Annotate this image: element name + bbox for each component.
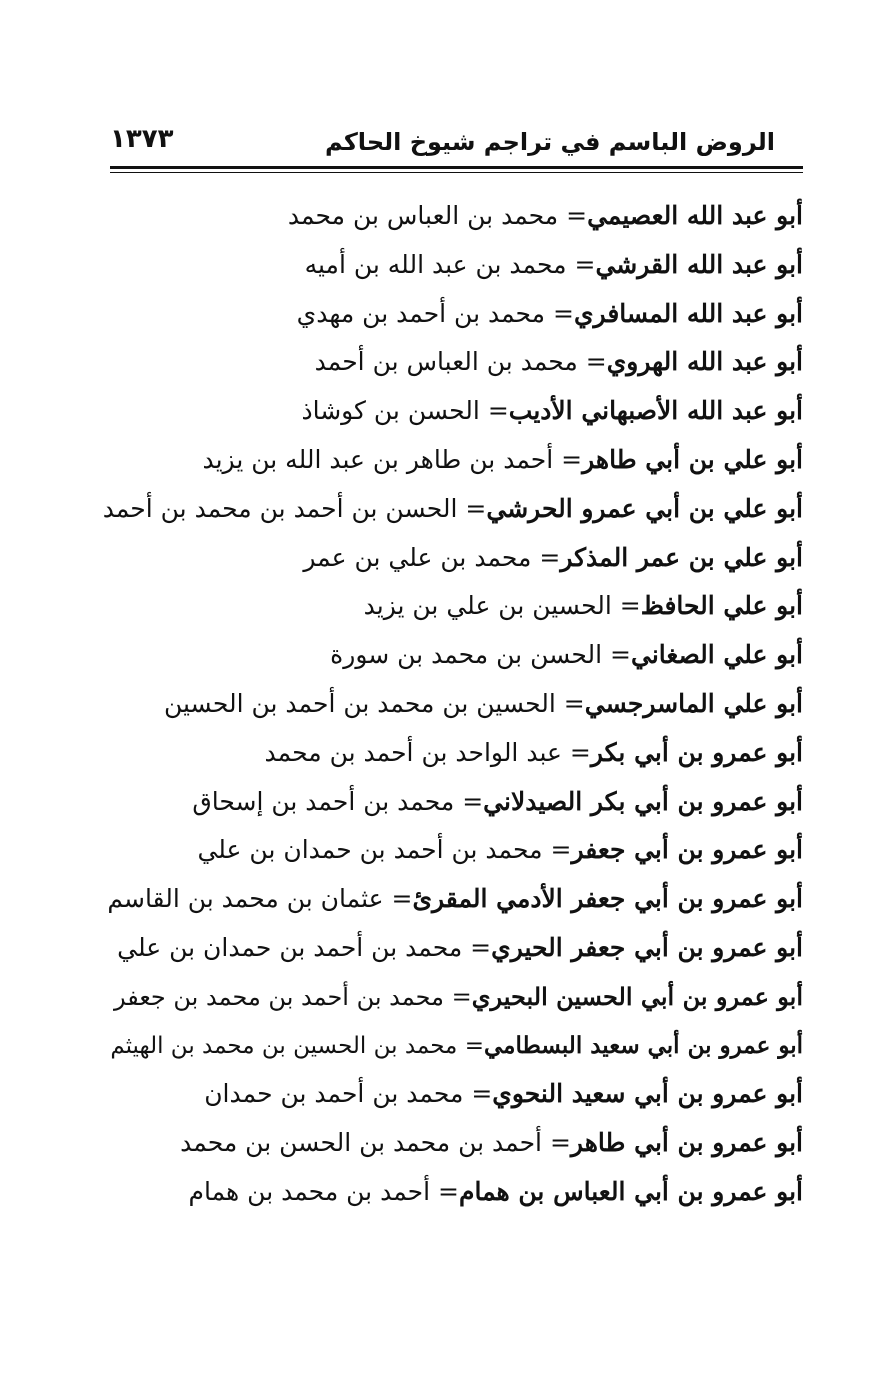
- list-item: [103, 582, 803, 631]
- entry-separator: =: [430, 1176, 459, 1206]
- entry-separator: =: [457, 1032, 484, 1059]
- entry-name: الحسن بن أحمد بن محمد بن أحمد: [102, 493, 458, 523]
- list-item: [103, 338, 803, 387]
- entry-kunya: أبو عمرو بن أبي جعفر الحيري: [491, 932, 803, 962]
- list-item: [103, 875, 803, 924]
- list-item: [103, 973, 803, 1022]
- entry-name: محمد بن أحمد بن إسحاق: [192, 786, 455, 816]
- entry-separator: =: [457, 493, 487, 523]
- entry-separator: =: [553, 444, 583, 474]
- list-item: [103, 241, 803, 290]
- entry-name: محمد بن علي بن عمر: [303, 542, 532, 572]
- entry-name: محمد بن عبد الله بن أميه: [304, 249, 567, 279]
- list-item: [103, 1168, 803, 1217]
- entry-name: محمد بن أحمد بن حمدان: [204, 1079, 464, 1109]
- entry-kunya: أبو عبد الله الهروي: [606, 347, 803, 377]
- list-item: [103, 290, 803, 339]
- entry-separator: =: [444, 982, 472, 1011]
- entry-separator: =: [566, 249, 596, 279]
- entry-kunya: أبو عبد الله العصيمي: [587, 201, 803, 230]
- entry-kunya: أبو عبد الله المسافري: [573, 298, 803, 328]
- entry-name: محمد بن العباس بن محمد: [287, 201, 559, 230]
- list-item: [103, 485, 803, 534]
- entry-kunya: أبو عمرو بن أبي جعفر: [571, 835, 803, 865]
- entry-kunya: أبو علي بن عمر المذكر: [560, 542, 803, 572]
- entry-kunya: أبو عمرو بن أبي جعفر الأدمي المقرئ: [412, 884, 803, 914]
- list-item: [103, 436, 803, 485]
- entry-separator: =: [454, 786, 484, 816]
- list-item: [103, 826, 803, 875]
- entry-kunya: أبو عمرو بن أبي طاهر: [570, 1128, 803, 1158]
- entry-kunya: أبو عبد الله القرشي: [595, 249, 803, 279]
- header-rule-thin: [110, 172, 803, 173]
- entry-name: محمد بن العباس بن أحمد: [314, 347, 578, 377]
- page-number: ١٣٧٣: [110, 124, 174, 154]
- entry-kunya: أبو علي الماسرجسي: [584, 688, 803, 718]
- list-item: [103, 924, 803, 973]
- entry-list: [103, 192, 803, 1217]
- entry-kunya: أبو عمرو بن أبي بكر الصيدلاني: [483, 786, 803, 816]
- page-header: [110, 118, 775, 160]
- entry-name: الحسين بن محمد بن أحمد بن الحسين: [163, 688, 556, 718]
- entry-separator: =: [383, 884, 413, 914]
- entry-kunya: أبو علي بن أبي طاهر: [582, 444, 803, 474]
- entry-kunya: أبو عمرو بن أبي العباس بن همام: [458, 1176, 803, 1206]
- list-item: [103, 1119, 803, 1168]
- entry-separator: =: [463, 1079, 493, 1109]
- entry-kunya: أبو عمرو بن أبي الحسين البحيري: [471, 981, 803, 1011]
- running-title: الروض الباسم في تراجم شيوخ الحاكم: [325, 128, 775, 156]
- entry-kunya: أبو عبد الله الأصبهاني الأديب: [508, 396, 803, 426]
- entry-separator: =: [602, 640, 632, 670]
- entry-separator: =: [542, 835, 572, 865]
- entry-name: عبد الواحد بن أحمد بن محمد: [264, 737, 562, 767]
- entry-separator: =: [462, 932, 492, 962]
- entry-kunya: أبو عمرو بن أبي بكر: [590, 737, 803, 767]
- entry-separator: =: [555, 688, 585, 718]
- entry-kunya: أبو عمرو بن أبي سعيد النحوي: [492, 1079, 803, 1109]
- list-item: [103, 1022, 803, 1071]
- entry-separator: =: [558, 201, 588, 230]
- list-item: [103, 1070, 803, 1119]
- entry-separator: =: [577, 347, 607, 377]
- entry-name: محمد بن أحمد بن حمدان بن علي: [197, 835, 543, 865]
- header-rule-thick: [110, 166, 803, 169]
- entry-name: محمد بن أحمد بن محمد بن جعفر: [113, 982, 445, 1011]
- list-item: [103, 729, 803, 778]
- list-item: [103, 534, 803, 583]
- entry-kunya: أبو علي بن أبي عمرو الحرشي: [486, 493, 803, 523]
- entry-separator: =: [611, 591, 641, 621]
- entry-name: محمد بن أحمد بن مهدي: [296, 298, 546, 328]
- list-item: [103, 387, 803, 436]
- entry-name: عثمان بن محمد بن القاسم: [107, 884, 384, 914]
- entry-separator: =: [479, 396, 509, 426]
- entry-separator: =: [545, 298, 574, 328]
- list-item: [103, 631, 803, 680]
- entry-kunya: أبو علي الحافظ: [640, 591, 803, 621]
- entry-name: الحسين بن علي بن يزيد: [363, 591, 612, 621]
- list-item: [103, 680, 803, 729]
- entry-separator: =: [561, 737, 591, 767]
- entry-name: الحسن بن محمد بن سورة: [330, 640, 603, 670]
- list-item: [103, 192, 803, 241]
- entry-name: الحسن بن كوشاذ: [301, 396, 480, 426]
- entry-name: أحمد بن طاهر بن عبد الله بن يزيد: [202, 444, 554, 474]
- list-item: [103, 778, 803, 827]
- entry-name: محمد بن أحمد بن حمدان بن علي: [117, 932, 463, 962]
- entry-name: محمد بن الحسين بن محمد بن الهيثم: [110, 1032, 458, 1059]
- entry-separator: =: [542, 1128, 571, 1158]
- entry-separator: =: [531, 542, 561, 572]
- entry-kunya: أبو عمرو بن أبي سعيد البسطامي: [483, 1031, 803, 1059]
- entry-name: أحمد بن محمد بن همام: [188, 1176, 431, 1206]
- entry-name: أحمد بن محمد بن الحسن بن محمد: [180, 1128, 542, 1158]
- entry-kunya: أبو علي الصغاني: [631, 640, 803, 670]
